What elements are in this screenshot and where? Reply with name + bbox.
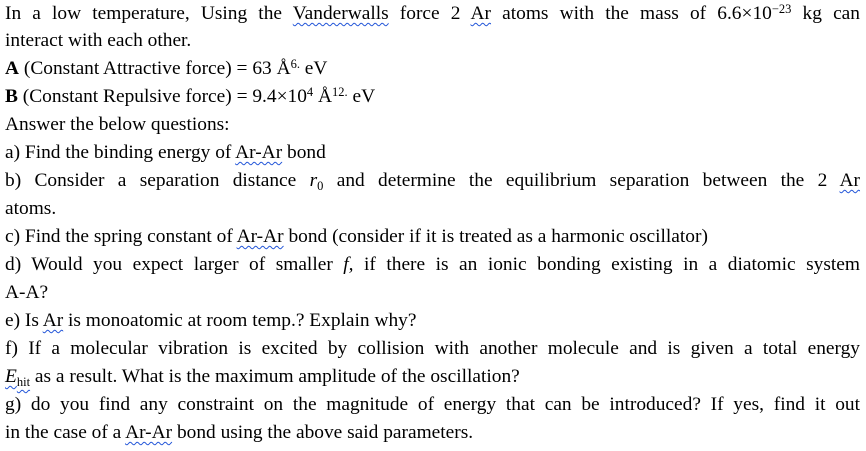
question-a: a) Find the binding energy of Ar-Ar bond	[5, 142, 326, 163]
intro-line-1: In a low temperature, Using the Vanderwalls force 2 Ar atoms with the mass of $6.6\times 10^{-23}$ kg can	[5, 2, 860, 24]
question-f-line-1: f) If a molecular vibration is excited by collision with another molecule and is given a total energy	[5, 338, 860, 359]
question-d-line-2: A-A?	[5, 282, 49, 303]
intro-line-2: interact with each other.	[5, 30, 192, 51]
constant-a-line: A (Constant Attractive force) = 63 $Å^{6.}$ eV	[5, 57, 328, 79]
vanderwalls-word: Vanderwalls	[292, 3, 389, 24]
question-b-line-1: b) Consider a separation distance $r_0$ and determine the equilibrium separation between the 2 Ar	[5, 170, 861, 193]
question-c: c) Find the spring constant of Ar-Ar bond (consider if it is treated as a harmonic oscillator)	[5, 226, 708, 247]
question-f-line-2: $E_{hit}$ as a result. What is the maximum amplitude of the oscillation?	[5, 366, 520, 389]
instruction-line: Answer the below questions:	[5, 114, 230, 135]
question-b-line-2: atoms.	[5, 198, 57, 219]
question-d-line-1: d) Would you expect larger of smaller f, if there is an ionic bonding existing in a diatomic system	[5, 254, 860, 275]
mass-exponent: −23	[771, 2, 792, 16]
question-g-line-2: in the case of a Ar-Ar bond using the above said parameters.	[5, 422, 474, 443]
question-e: e) Is Ar is monoatomic at room temp.? Explain why?	[5, 310, 417, 331]
constant-b-line: B (Constant Repulsive force) = $9.4\times 10^4$ $Å^{12.}$ eV	[5, 85, 376, 107]
question-g-line-1: g) do you find any constraint on the magnitude of energy that can be introduced? If yes, find it out	[5, 394, 860, 415]
